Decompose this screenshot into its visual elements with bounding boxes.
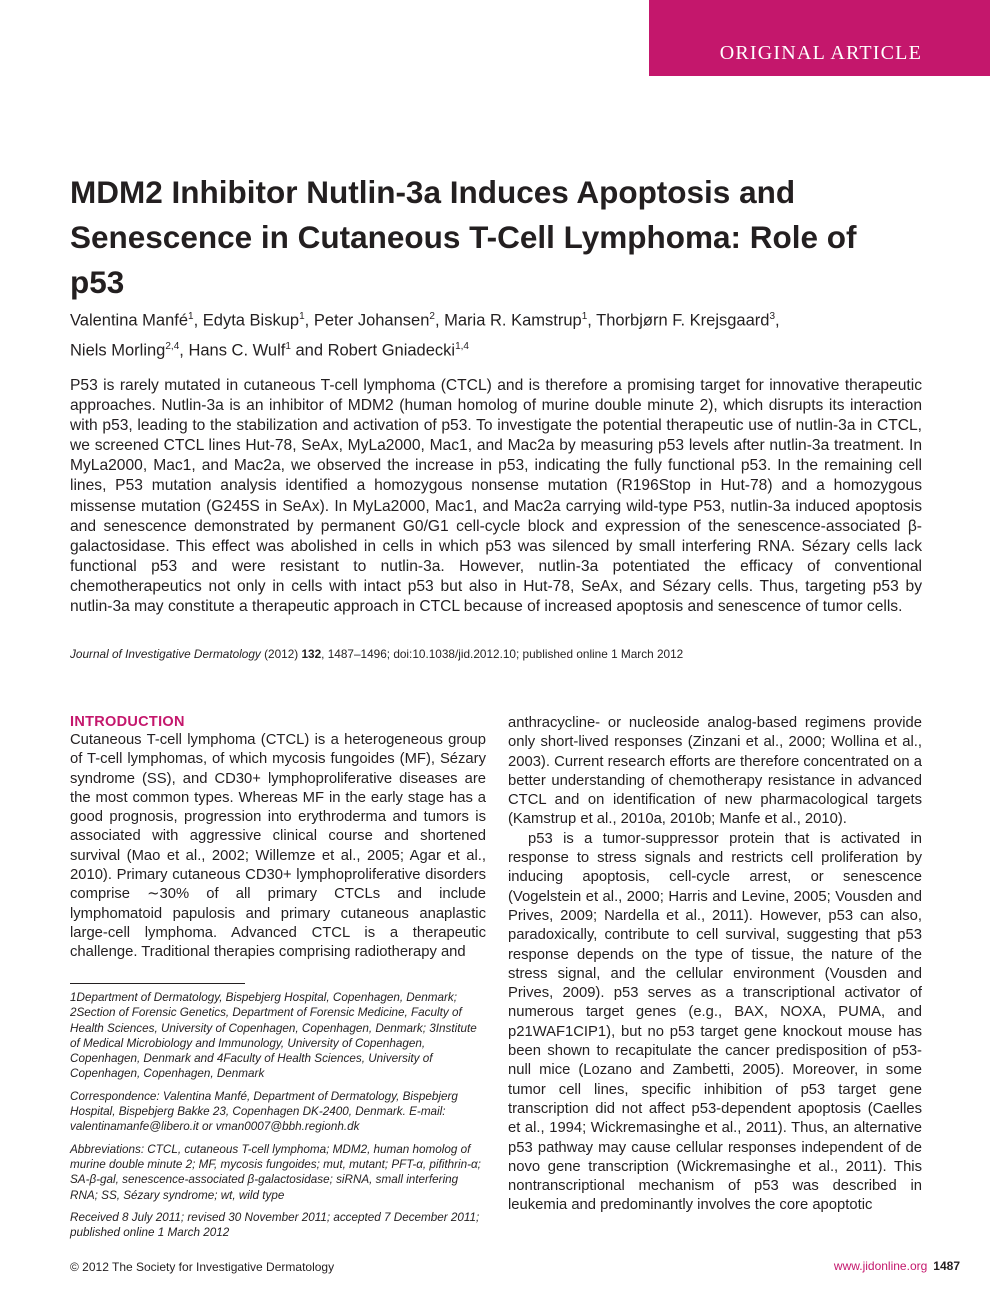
footnote-received: Received 8 July 2011; revised 30 November 2011; accepted 7 December 2011; published online 1 March 2012 bbox=[70, 1210, 480, 1240]
citation-line bbox=[70, 647, 930, 661]
article-title: MDM2 Inhibitor Nutlin-3a Induces Apoptosis and Senescence in Cutaneous T-Cell Lymphoma: Role of p53 bbox=[70, 174, 857, 300]
section-heading-introduction: INTRODUCTION bbox=[70, 714, 185, 730]
author-affiliation-marker: 1,4 bbox=[455, 340, 469, 352]
abstract: P53 is rarely mutated in cutaneous T-cell lymphoma (CTCL) and is therefore a promising target for innovative therapeutic approaches. Nutlin-3a is an inhibitor of MDM2 (human homolog of murine double minute 2), which disrupts its interaction with p53, leading to the stabilization and activation of p53. To investigate the potential therapeutic use of nutlin-3a in CTCL, we screened CTCL lines Hut-78, SeAx, MyLa2000, Mac1, and Mac2a by measuring p53 levels after nutlin-3a treatment. In MyLa2000, Mac1, and Mac2a, we observed the increase in p53, indicating the fully functional p53. In the remaining cell lines, P53 mutation analysis identified a homozygous nonsense mutation (R196Stop in Hut-78) and a homozygous missense mutation (G245S in SeAx). In MyLa2000, Mac1, and Mac2a carrying wild-type P53, nutlin-3a induced apoptosis and senescence demonstrated by permanent G0/G1 cell-cycle block and expression of the senescence-associated β-galactosidase. This effect was abolished in cells in which p53 was silenced by small interfering RNA. Sézary cells lack functional p53 and were resistant to nutlin-3a. However, nutlin-3a potentiated the efficacy of conventional chemotherapeutics not only in cells with intact p53 but also in Hut-78, SeAx, and Sézary cells. Thus, targeting p53 by nutlin-3a may constitute a therapeutic approach in CTCL because of increased apoptosis and senescence of tumor cells. bbox=[70, 377, 922, 616]
citation-journal: Journal of Investigative Dermatology bbox=[70, 647, 261, 661]
footer-right bbox=[834, 1259, 960, 1273]
author-list: Valentina Manfé$^1$, Edyta Biskup$^1$, Peter Johansen$^2$, Maria R. Kamstrup$^1$, Thorbjørn F. Krejsgaard$^3$, Niels Morling$^{2,4}$, Hans C. Wulf$^1$ and Robert Gniadecki$^{1,4}$ bbox=[70, 311, 780, 359]
footnote-abbreviations: Abbreviations: CTCL, cutaneous T-cell lymphoma; MDM2, human homolog of murine double minute 2; MF, mycosis fungoides; mut, mutant; PFT-α, pifithrin-α; SA-β-gal, senescence-associated β-galactosidase; siRNA, small interfering RNA; SS, Sézary syndrome; wt, wild type bbox=[70, 1142, 481, 1202]
author-name: Thorbjørn F. Krejsgaard bbox=[596, 311, 770, 330]
citation-year: (2012) bbox=[260, 647, 302, 661]
article-type-banner bbox=[649, 0, 990, 76]
citation-volume: 132 bbox=[301, 647, 322, 661]
footnote-affiliations: 1Department of Dermatology, Bispebjerg Hospital, Copenhagen, Denmark; 2Section of Forensic Genetics, Department of Forensic Medicine, Faculty of Health Sciences, University of Copenhagen, Copenhagen, Denmark; 3Institute of Medical Microbiology and Immunology, University of Copenhagen, Copenhagen, Denmark and 4Faculty of Health Sciences, University of Copenhagen, Copenhagen, Denmark bbox=[70, 991, 477, 1081]
intro-paragraph-1-cont: anthracycline- or nucleoside analog-based regimens provide only short-lived responses (Zinzani et al., 2000; Wollina et al., 2003). Current research efforts are therefore concentrated on a better understanding of chemotherapy resistance in advanced CTCL and on identification of new pharmacological targets (Kamstrup et al., 2010a, 2010b; Manfe et al., 2010). bbox=[508, 715, 922, 828]
author-name: Peter Johansen bbox=[313, 311, 430, 330]
footnote-correspondence: Correspondence: Valentina Manfé, Department of Dermatology, Bispebjerg Hospital, Bispebjerg Bakke 23, Copenhagen DK-2400, Denmark. E-mail: valentinamanfe@libero.it or vman0007@bbh.regionh.dk bbox=[70, 1089, 458, 1134]
left-column bbox=[70, 714, 486, 963]
author-name: Valentina Manfé bbox=[70, 311, 189, 330]
author-affiliation-marker: 2 bbox=[429, 311, 435, 322]
right-column bbox=[508, 714, 922, 1216]
author-name: Maria R. Kamstrup bbox=[444, 311, 582, 330]
author-affiliation-marker: 1 bbox=[299, 311, 305, 322]
author-affiliation-marker: 2,4 bbox=[165, 340, 180, 352]
footnotes bbox=[70, 990, 486, 1247]
author-affiliation-marker: 3 bbox=[769, 311, 776, 322]
footer-copyright: © 2012 The Society for Investigative Dermatology bbox=[70, 1260, 335, 1274]
author-affiliation-marker: 1 bbox=[188, 311, 194, 322]
page-number: 1487 bbox=[933, 1259, 960, 1273]
footnote-divider bbox=[70, 983, 245, 984]
author-name: Edyta Biskup bbox=[202, 311, 300, 330]
intro-paragraph-1: Cutaneous T-cell lymphoma (CTCL) is a heterogeneous group of T-cell lymphomas, of which mycosis fungoides (MF), Sézary syndrome (SS), and CD30+ lymphoproliferative diseases are the most common types. Whereas MF in the early stage has a good prognosis, progression into erythroderma and tumors is associated with aggressive clinical course and shortened survival (Mao et al., 2002; Willemze et al., 2005; Agar et al., 2010). Primary cutaneous CD30+ lymphoproliferative disorders comprise ∼30% of all primary CTCLs and include lymphomatoid papulosis and primary cutaneous anaplastic large-cell lymphoma. Advanced CTCL is a therapeutic challenge. Traditional therapies comprising radiotherapy and bbox=[70, 732, 486, 961]
intro-paragraph-2: p53 is a tumor-suppressor protein that is activated in response to stress signals and restricts cell proliferation by inducing apoptosis, cell-cycle arrest, or senescence (Vogelstein et al., 2000; Harris and Levine, 2005; Vousden and Prives, 2009; Nardella et al., 2011). However, p53 can also, paradoxically, contribute to cell survival, suggesting that p53 response depends on the type of tissue, the nature of the stress signal, and the cellular environment (Vousden and Prives, 2009). p53 serves as a transcriptional activator of numerous target genes (e.g., BAX, NOXA, PUMA, and p21WAF1CIP1), but no p53 target gene knockout mouse has been shown to recapitulate the cancer predisposition of p53-null mice (Lozano and Zambetti, 2005). Moreover, in some tumor cell lines, specific inhibition of p53 target gene transcription did not affect p53-dependent apoptosis (Caelles et al., 1994; Wickremasinghe et al., 2011). Thus, an alternative p53 pathway may cause cellular responses independent of de novo gene transcription (Wickremasinghe et al., 2011). This nontranscriptional mechanism of p53 was described in leukemia and predominantly involves the core apoptotic bbox=[508, 830, 922, 1214]
author-affiliation-marker: 1 bbox=[285, 340, 291, 352]
author-affiliation-marker: 1 bbox=[581, 311, 588, 322]
author-name: Robert Gniadecki bbox=[327, 341, 456, 359]
citation-rest: , 1487–1496; doi:10.1038/jid.2012.10; published online 1 March 2012 bbox=[321, 647, 684, 661]
article-type-label: ORIGINAL ARTICLE bbox=[719, 42, 922, 64]
author-name: Niels Morling bbox=[70, 341, 166, 359]
author-name: Hans C. Wulf bbox=[188, 341, 286, 359]
journal-url-link[interactable]: www.jidonline.org bbox=[833, 1259, 928, 1273]
